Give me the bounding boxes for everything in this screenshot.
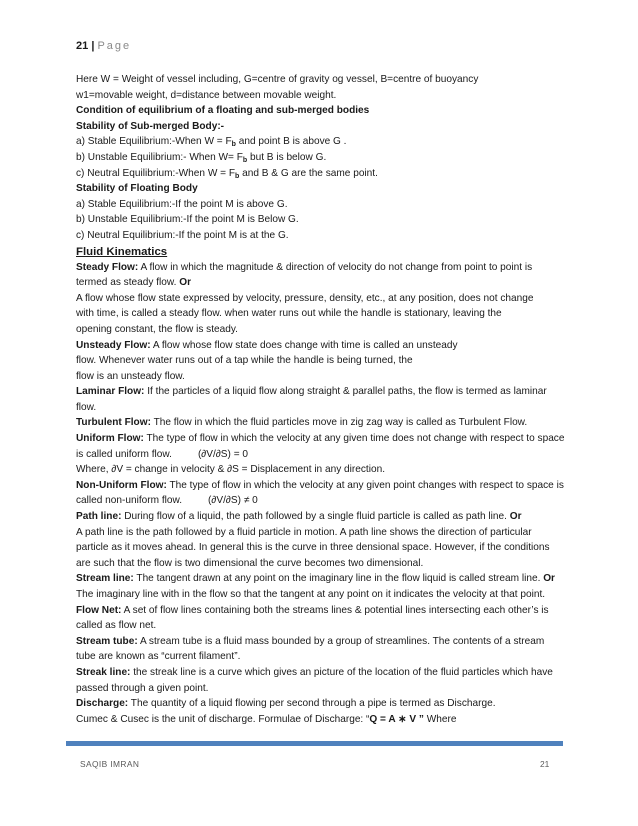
- definition-non-uniform-flow: Non-Uniform Flow: The type of flow in which the velocity at any given point changes with respect to space is called non-uniform flow. (∂V/∂S) ≠ 0: [76, 479, 564, 507]
- header-separator: |: [91, 40, 95, 52]
- equation: (∂V/∂S) = 0: [197, 448, 249, 460]
- list-item: a) Stable Equilibrium:-When $W = F_b$ and point B is above G .: [76, 136, 347, 149]
- formula: Q = A ∗ V ”: [369, 713, 424, 725]
- paragraph: A flow whose flow state expressed by velocity, pressure, density, etc., at any position, does not change: [76, 292, 534, 304]
- definition-stream-tube: Stream tube: A stream tube is a fluid mass bounded by a group of streamlines. The contents of a stream tube are known as “current filament”.: [76, 635, 545, 663]
- heading-equilibrium-conditions: Condition of equilibrium of a floating and sub-merged bodies: [76, 105, 370, 117]
- document-body: [76, 72, 566, 727]
- heading-submerged-stability: Stability of Sub-merged Body:-: [76, 120, 225, 132]
- heading-floating-stability: Stability of Floating Body: [76, 183, 198, 195]
- paragraph: w1=movable weight, d=distance between movable weight.: [76, 89, 337, 101]
- list-item: c) Neutral Equilibrium:-When $W = F_b$ and B & G are the same point.: [76, 167, 378, 180]
- definition-unsteady-flow: Unsteady Flow: A flow whose flow state does change with time is called an unsteady: [76, 339, 458, 351]
- footer-divider: [66, 741, 563, 746]
- definition-streak-line: Streak line: the streak line is a curve which gives an picture of the location of the fluid particles which have passed through a given point.: [76, 666, 553, 694]
- footer-page-number: 21: [540, 759, 550, 769]
- paragraph: A path line is the path followed by a fluid particle in motion. A path line shows the direction of particular particle as it moves ahead. In general this is the curve in three densional space. However, if the conditions are such that the flow is two dimensional the curve becomes two dimensional.: [76, 526, 550, 569]
- equation: (∂V/∂S) ≠ 0: [208, 495, 258, 507]
- definition-turbulent-flow: Turbulent Flow: The flow in which the fluid particles move in zig zag way is called as Turbulent Flow.: [76, 417, 528, 429]
- header-page-word: Page: [97, 40, 132, 52]
- paragraph: flow is an unsteady flow.: [76, 370, 185, 382]
- definition-uniform-flow: Uniform Flow: The type of flow in which the velocity at any given time does not change with respect to space is called uniform flow. (∂V/∂S) = 0: [76, 433, 565, 460]
- definition-steady-flow: Steady Flow: A flow in which the magnitude & direction of velocity do not change from point to point is termed as steady flow. Or: [76, 261, 533, 289]
- header-page-number: 21: [76, 40, 89, 52]
- paragraph: flow. Whenever water runs out of a tap while the handle is being turned, the: [76, 355, 413, 367]
- section-title-fluid-kinematics: Fluid Kinematics: [76, 245, 168, 258]
- list-item: b) Unstable Equilibrium:- When $W= F_b$ but B is below G.: [76, 151, 327, 164]
- paragraph-discharge-formula: Cumec & Cusec is the unit of discharge. Formulae of Discharge: “Q = A ∗ V ” Where: [76, 713, 457, 725]
- definition-laminar-flow: Laminar Flow: If the particles of a liquid flow along straight & parallel paths, the flow is termed as laminar flow.: [76, 386, 547, 413]
- list-item: c) Neutral Equilibrium:-If the point M is at the G.: [76, 229, 289, 241]
- paragraph: with time, is called a steady flow. when water runs out while the handle is stationary, leaving the: [76, 308, 502, 320]
- footer-author: SAQIB IMRAN: [80, 759, 140, 769]
- list-item: b) Unstable Equilibrium:-If the point M is Below G.: [76, 214, 299, 226]
- definition-flow-net: Flow Net: A set of flow lines containing both the streams lines & potential lines intersecting each other’s is called as flow net.: [76, 604, 549, 632]
- page-header: [76, 40, 131, 52]
- paragraph: opening constant, the flow is steady.: [76, 323, 238, 335]
- list-item: a) Stable Equilibrium:-If the point M is above G.: [76, 198, 288, 210]
- definition-path-line: Path line: During flow of a liquid, the path followed by a single fluid particle is called as path line. Or: [76, 511, 522, 523]
- definition-discharge: Discharge: The quantity of a liquid flowing per second through a pipe is termed as Discharge.: [76, 698, 496, 710]
- definition-stream-line: Stream line: The tangent drawn at any point on the imaginary line in the flow liquid is called stream line. Or The imaginary line with in the flow so that the tangent at any point on it indicates the velocity at that point.: [76, 573, 555, 600]
- paragraph: Where, ∂V = change in velocity & ∂S = Displacement in any direction.: [76, 464, 386, 476]
- paragraph: Here W = Weight of vessel including, G=centre of gravity og vessel, B=centre of buoyancy: [76, 74, 479, 85]
